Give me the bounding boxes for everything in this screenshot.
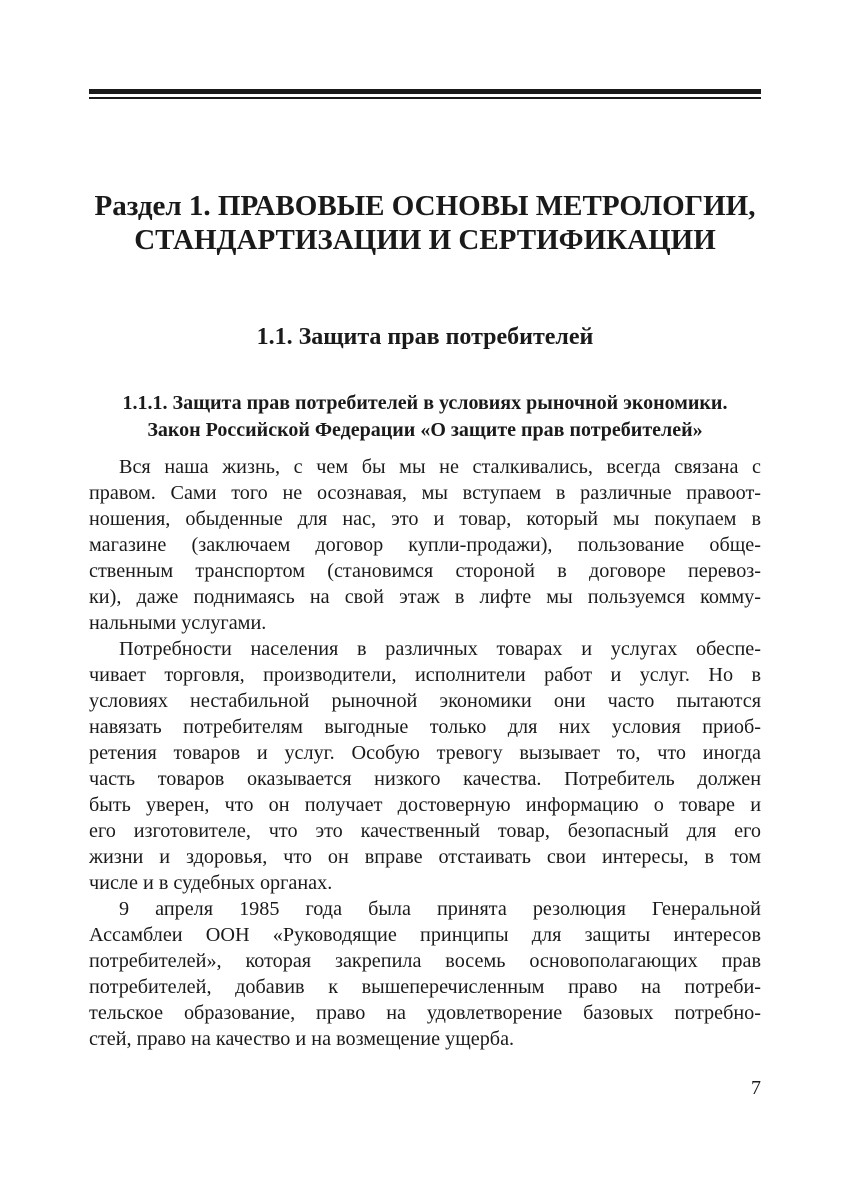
paragraph-line: ственным транспортом (становимся стороной в договоре перевоз- [89, 560, 761, 582]
page-number: 7 [751, 1077, 761, 1099]
paragraph-line: правом. Сами того не осознавая, мы вступаем в различные правоот- [89, 482, 761, 504]
section-title-line-2: Закон Российской Федерации «О защите прав потребителей» [147, 419, 703, 441]
paragraph-line: часть товаров оказывается низкого качества. Потребитель должен [89, 768, 761, 790]
paragraph-line: чивает торговля, производители, исполнители работ и услуг. Но в [89, 664, 761, 686]
paragraph-line: Ассамблеи ООН «Руководящие принципы для защиты интересов [89, 924, 761, 946]
header-rule-thin [89, 97, 761, 99]
part-title-line-1: Раздел 1. ПРАВОВЫЕ ОСНОВЫ МЕТРОЛОГИИ, [94, 190, 756, 222]
chapter-title: 1.1. Защита прав потребителей [256, 324, 594, 350]
paragraph-line: навязать потребителям выгодные только для них условия приоб- [89, 716, 761, 738]
paragraph-line: ретения товаров и услуг. Особую тревогу вызывает то, что иногда [89, 742, 761, 764]
part-title-line-2: СТАНДАРТИЗАЦИИ И СЕРТИФИКАЦИИ [134, 224, 716, 256]
paragraph-line: ношения, обыденные для нас, это и товар, который мы покупаем в [89, 508, 761, 530]
section-title [89, 390, 761, 444]
paragraph-line: числе и в судебных органах. [89, 872, 333, 894]
header-rule-thick [89, 89, 761, 94]
paragraph-line: нальными услугами. [89, 612, 267, 634]
paragraph-line: стей, право на качество и на возмещение ущерба. [89, 1028, 515, 1050]
part-title [89, 189, 761, 257]
paragraph-line: потребителей, добавив к вышеперечисленным право на потреби- [89, 976, 761, 998]
paragraph [89, 896, 761, 1052]
paragraph-line: его изготовителе, что это качественный товар, безопасный для его [89, 820, 761, 842]
paragraph-line: потребителей», которая закрепила восемь основополагающих прав [89, 950, 761, 972]
paragraph [89, 454, 761, 636]
paragraph-line: условиях нестабильной рыночной экономики они часто пытаются [89, 690, 761, 712]
paragraph [89, 636, 761, 896]
paragraph-line: Вся наша жизнь, с чем бы мы не сталкивались, всегда связана с [119, 456, 761, 478]
paragraph-line: тельское образование, право на удовлетворение базовых потребно- [89, 1002, 761, 1024]
paragraph-line: Потребности населения в различных товарах и услугах обеспе- [119, 638, 761, 660]
section-title-line-1: 1.1.1. Защита прав потребителей в условиях рыночной экономики. [122, 392, 728, 414]
body-text [89, 454, 761, 1052]
paragraph-line: 9 апреля 1985 года была принята резолюция Генеральной [119, 898, 761, 920]
paragraph-line: жизни и здоровья, что он вправе отстаивать свои интересы, в том [89, 846, 761, 868]
paragraph-line: магазине (заключаем договор купли-продажи), пользование обще- [89, 534, 761, 556]
paragraph-line: быть уверен, что он получает достоверную информацию о товаре и [89, 794, 761, 816]
paragraph-line: ки), даже поднимаясь на свой этаж в лифте мы пользуемся комму- [89, 586, 761, 608]
